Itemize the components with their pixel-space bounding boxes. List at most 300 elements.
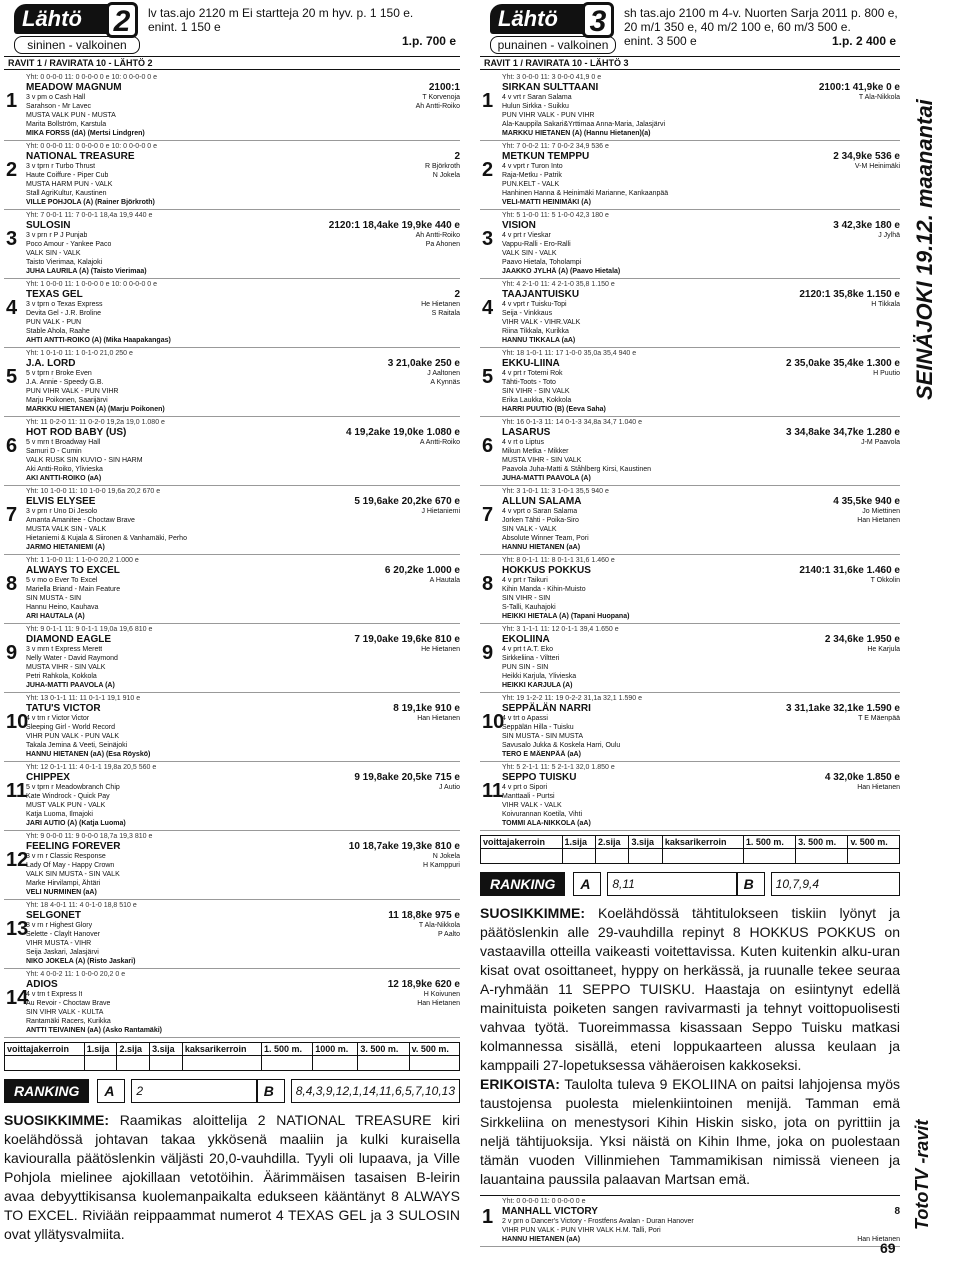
horse-colors: VIHR PUN VALK - PUN VALK [26,733,120,740]
horse-dam: Sleeping Girl - World Record [26,724,115,731]
post-number: 1 [482,90,494,112]
horse-dam: Au Revoir - Choctaw Brave [26,1000,111,1007]
horse-sire: 4 v vprt o Saran Salama [502,508,578,515]
horse-colors: SIN VIHR - SIN [502,595,551,602]
horse-record: 3 31,1ake 32,1ke 1.590 e [786,703,900,714]
horse-trainer: MARKKU HIETANEN (A) (Marju Poikonen) [26,406,165,413]
results-cell [84,1056,117,1071]
horse-colors: VALK RUSK SIN KUVIO - SIN HARM [26,457,143,464]
results-header: voittajakerroin [481,836,563,849]
horse-owner: Erika Laukka, Kokkola [502,397,572,404]
ranking-tag: RANKING [480,872,565,896]
special-body: Taulolta tulevа 9 EKOLIINA on paitsi lahjojensa myös taustojensa puolesta mielenkiintoinen menijä. Tamman emä Sirkkeliina on menestysori Kihin Hiskin sisko, jota on pyrittiin ja neljä tähtijuoksija. Yksi näistä on Kihin Ihme, joka on puolestaan tämän vuoden Villinmiehen Tammamikisan nimissä vieneen ja lauantaina paussila palaavan Martsan emä. [480,1076,900,1187]
post-number: 1 [482,1206,494,1228]
post-number: 5 [482,366,494,388]
horse-colors: SIN VIHR - SIN VALK [502,388,570,395]
race-info-line: 20 m/1 350 e, 40 m/2 100 e, 60 m/3 500 e. [624,20,851,34]
horse-record: 2 34,6ke 1.950 e [824,634,900,645]
horse-record: 3 21,0ake 250 e [387,358,460,369]
horse-colors: VALK SIN - VALK [26,250,81,257]
ranking-group-b: B [257,1079,285,1103]
special-label: ERIKOISTA: [480,1076,560,1092]
horse-trainer: VILLE POHJOLA (A) (Rainer Björkroth) [26,199,155,206]
horse-name: SULOSIN [26,220,71,231]
horse-sire: 3 v mrn t Express Merett [26,646,103,653]
horse-record: 3 34,8ake 34,7ke 1.280 e [786,427,900,438]
results-table [480,835,900,864]
horse-driver-2: N Jokela [432,172,460,179]
logo-race-number: 3 [582,2,614,38]
post-number: 4 [482,297,494,319]
extra-race-entry [480,1195,900,1247]
horse-sire: 3 v tprn r Turbo Thrust [26,163,96,170]
horse-sire: 5 v tprn r Meadowbranch Chip [26,784,120,791]
horse-trainer: HANNU HIETANEN (aA) [502,1236,581,1243]
horse-name: SIRKAN SULTTAANI [502,82,599,93]
horse-sire: 4 v trn r Victor Victor [26,715,90,722]
race-info-line: sh tas.ajo 2100 m 4-v. Nuorten Sarja 2011 p. 800 e, [624,6,898,20]
horse-stats: Yht: 5 1-0-0 11: 5 1-0-0 42,3 180 e [502,212,609,219]
horse-colors: PUN SIN - SIN [502,664,549,671]
race-prize: 1.p. 2 400 e [831,34,896,48]
horse-record: 8 19,1ke 910 e [393,703,460,714]
horse-stats: Yht: 3 1-0-1 11: 3 1-0-1 35,5 940 e [502,488,609,495]
post-number: 13 [6,918,29,940]
horse-stats: Yht: 5 2-1-1 11: 5 2-1-1 32,0 1.850 e [502,764,615,771]
horse-name: NATIONAL TREASURE [26,151,135,162]
horse-name: J.A. LORD [26,358,76,369]
horse-trainer: HANNU TIKKALA (aA) [502,337,576,344]
horse-driver-2: S Raitala [431,310,460,317]
ranking-group-a: A [97,1079,125,1103]
horse-stats: Yht: 9 0-1-1 11: 9 0-1-1 19,0a 19,6 810 e [26,626,153,633]
horse-stats: Yht: 0 0-0-0 11: 0 0-0-0 0 e 10: 0 0-0-0 0 e [26,74,158,81]
horse-entry [4,831,460,900]
horse-sire: 5 v tprn r Broke Even [26,370,92,377]
results-header: 3. 500 m. [358,1043,409,1056]
horse-record: 3 42,3ke 180 e [833,220,900,231]
results-cell [796,849,848,864]
horse-entry [4,693,460,762]
post-number: 11 [482,780,504,802]
ranking [480,870,900,898]
horse-sire: 8 v rn r Highest Glory [26,922,93,929]
horse-stats: Yht: 7 0-0-1 11: 7 0-0-1 18,4a 19,9 440 e [26,212,153,219]
horse-name: SEPPÄLÄN NARRI [502,703,591,714]
results-cell [848,849,900,864]
horse-owner: Taisto Vierimaa, Kalajoki [26,259,103,266]
horse-stats: Yht: 10 1-0-0 11: 10 1-0-0 19,6a 20,2 670 e [26,488,161,495]
horse-record: 2100:1 41,9ke 0 e [818,82,900,93]
horse-driver: He Hietanen [421,646,460,653]
horse-owner: Seija Jaskari, Jalasjärvi [26,949,99,956]
side-brand: TotoTV -ravit [912,1119,932,1230]
horse-entry [4,279,460,348]
horse-stats: Yht: 1 1-0-0 11: 1 1-0-0 20,2 1.000 e [26,557,139,564]
horse-owner: Riina Tikkala, Kurikka [502,328,569,335]
special-text [480,1075,900,1189]
horse-stats: Yht: 3 0-0-0 11: 3 0-0-0 41,9 0 e [502,74,602,81]
horse-entry [480,348,900,417]
post-number: 14 [6,987,29,1009]
horse-driver: A Antti-Roiko [419,439,460,446]
horse-driver: T Korvenoja [422,94,460,101]
horse-dam: Hulun Sirkka - Suikku [502,103,569,110]
horse-trainer: TOMMI ALA-NIKKOLA (aA) [502,820,591,827]
horse-record: 2120:1 18,4ake 19,9ke 440 e [328,220,460,231]
horse-dam: Mariella Briand - Main Feature [26,586,121,593]
horse-owner: Katja Luoma, Ilmajoki [26,811,93,818]
post-number: 4 [6,297,18,319]
horse-sire: 3 v pm o Cash Hall [26,94,86,101]
horse-dam: Tähti-Toots - Toto [502,379,556,386]
horse-name: ALWAYS TO EXCEL [26,565,120,576]
horse-record: 4 32,0ke 1.850 e [824,772,900,783]
horse-stats: Yht: 3 1-1-1 11: 12 0-1-1 39,4 1.650 e [502,626,619,633]
horse-stats: Yht: 4 2-1-0 11: 4 2-1-0 35,8 1.150 e [502,281,615,288]
post-number: 6 [482,435,494,457]
horse-owner: Stall AgriKultur, Kaustinen [26,190,107,197]
horse-colors: MUSTA VALK PUN - MUSTA [26,112,116,119]
horse-stats: Yht: 11 0-2-0 11: 11 0-2-0 19,2a 19,0 1.080 e [26,419,165,426]
horse-owner: Koivurannan Koetila, Vihti [502,811,583,818]
results-cell [409,1056,459,1071]
horse-record: 2 34,9ke 536 e [833,151,900,162]
horse-record: 12 18,9ke 620 e [387,979,460,990]
horse-sire: 3 v prn r P J Punjab [26,232,88,239]
post-number: 8 [6,573,18,595]
horse-stats: Yht: 0 0-0-0 11: 0 0-0-0 0 e 10: 0 0-0-0 0 e [26,143,158,150]
horse-owner: Ala-Kauppila Sakari&Yrttimaa Anna-Maria, Jalasjärvi [502,121,666,128]
horse-owner: Aki Antti-Roiko, Ylivieska [26,466,103,473]
horse-dam: J.A. Annie - Speedy G.B. [26,379,104,386]
horse-name: ELVIS ELYSEE [26,496,96,507]
horse-colors: MUST VALK PUN - VALK [26,802,106,809]
results-cell [5,1056,85,1071]
race-column-left [4,0,460,1244]
horse-record: 11 18,8ke 975 e [388,910,460,921]
horse-stats: Yht: 18 1-0-1 11: 17 1-0-0 35,0a 35,4 940 e [502,350,637,357]
horse-colors: PUN VIHR VALK - PUN VIHR [502,112,595,119]
horse-entry [4,141,460,210]
horse-record: 5 19,6ake 20,2ke 670 e [354,496,460,507]
horse-trainer: NIKO JOKELA (A) (Risto Jaskari) [26,958,136,965]
horse-colors-owner: VIHR PUN VALK - PUN VIHR VALK H.M. Talli, Pori [502,1227,661,1234]
horse-list [4,72,460,1038]
horse-trainer: MIKA FORSS (dA) (Mertsi Lindgren) [26,130,145,137]
horse-record: 10 18,7ake 19,3ke 810 e [348,841,460,852]
horse-stats: Yht: 16 0-1-3 11: 14 0-1-3 34,8a 34,7 1.040 e [502,419,642,426]
horse-entry [4,210,460,279]
results-cell [595,849,628,864]
horse-name: SEPPO TUISKU [502,772,577,783]
horse-colors: PUN VIHR VALK - PUN VIHR [26,388,119,395]
horse-entry [480,141,900,210]
horse-driver-2: Han Hietanen [857,517,900,524]
horse-entry [4,417,460,486]
race-logo [486,4,616,56]
ranking-tag: RANKING [4,1079,89,1103]
horse-sire: 4 v prt t A.T. Eko [502,646,553,653]
horse-name: DIAMOND EAGLE [26,634,111,645]
horse-driver: T Ala-Nikkola [858,94,900,101]
results-header: v. 500 m. [848,836,900,849]
results-header: 3.sija [150,1043,183,1056]
horse-entry [4,72,460,141]
horse-entry [480,693,900,762]
horse-dam: Seppälän Hilla - Tuisku [502,724,574,731]
horse-sire: 5 v mrn t Broadway Hall [26,439,101,446]
results-header: v. 500 m. [409,1043,459,1056]
horse-stats: Yht: 0 0-0-0 11: 0 0-0-0 0 e [502,1198,586,1205]
post-number: 9 [6,642,18,664]
race-info-line: enint. 1 150 e [148,20,221,34]
horse-trainer: AHTI ANTTI-ROIKO (A) (Mika Haapakangas) [26,337,171,344]
ranking [4,1077,460,1105]
horse-entry [4,969,460,1038]
horse-sire: 4 v prt r Taikuri [502,577,548,584]
horse-stats: Yht: 1 0-0-0 11: 1 0-0-0 0 e 10: 0 0-0-0 0 e [26,281,158,288]
horse-colors: PUN VALK - PUN [26,319,82,326]
horse-name: SELGONET [26,910,82,921]
horse-record: 2 [454,289,460,300]
horse-colors: VIHR MUSTA - VIHR [26,940,92,947]
logo-colors: punainen - valkoinen [490,36,616,54]
horse-name: MANHALL VICTORY [502,1206,598,1217]
race-info [148,6,413,34]
horse-stats: Yht: 1 0-1-0 11: 1 0-1-0 21,0 250 e [26,350,133,357]
horse-owner: Paavola Juha-Matti & Ståhlberg Kirsi, Kaustinen [502,466,652,473]
summary-label: SUOSIKKIMME: [480,905,585,921]
race-header [4,0,460,56]
ranking-group-b: B [737,872,765,896]
horse-driver: J-M Paavola [861,439,900,446]
race-column-right [480,0,900,1247]
horse-trainer: ARI HAUTALA (A) [26,613,85,620]
horse-dam: Nelly Water - David Raymond [26,655,118,662]
horse-driver: J Jylhä [878,232,900,239]
horse-stats: Yht: 8 0-1-1 11: 8 0-1-1 31,6 1.460 e [502,557,615,564]
horse-driver: J Autio [438,784,460,791]
horse-sire: 4 v trn t Express It [26,991,83,998]
race-subheader: RAVIT 1 / RAVIRATA 10 - LÄHTÖ 3 [480,56,900,70]
summary-label: SUOSIKKIMME: [4,1112,109,1128]
summary-text [480,904,900,1075]
summary-body: Koelähdössä tähtitulokseen tiskiin lyönyt ja päätöslenkin alle 29-vauhdilla repinyt 8 HOKKUS POKKUS on vastaavilla otteilla vaikeasti voitettavissa. Kuten kuitenkin alku-uran kisat ovat osoittaneet, hyppy on herkässä, ja ruunalle tekee seuraa A-ryhmään 11 SEPPO TUISKU. Haastaja on esiintynyt edellä mainituista poiketen sangen ravivarmasti ja tehnyt voittopuolisesti vahvaa työtä. Tuoreimmassa kisassaan Seppo Tuisku matkasi kolmannessa sisällä, eteni loppukaarteen alussa keulaan ja kamppaili 27-lopetuksessa vähäeroisen kakkoseksi. [480,905,900,1073]
horse-record: 2 35,0ake 35,4ke 1.300 e [786,358,900,369]
horse-record: 2100:1 [428,82,460,93]
horse-driver: N Jokela [432,853,460,860]
horse-driver: H Puutio [873,370,900,377]
results-header: 1.sija [84,1043,117,1056]
horse-name: MEADOW MAGNUM [26,82,122,93]
horse-name: EKOLIINA [502,634,550,645]
horse-trainer: AKI ANTTI-ROIKO (aA) [26,475,102,482]
horse-colors: MUSTA VIHR - SIN VALK [26,664,106,671]
horse-owner: Petri Rahkola, Kokkola [26,673,97,680]
horse-trainer: MARKKU HIETANEN (A) (Hannu Hietanen)(a) [502,130,651,137]
horse-owner: Savusalo Jukka & Koskela Harri, Oulu [502,742,621,749]
horse-driver: J Hietaniemi [421,508,460,515]
horse-stats: Yht: 19 1-2-2 11: 19 0-2-2 31,1a 32,1 1.590 e [502,695,642,702]
horse-name: TATU'S VICTOR [26,703,101,714]
results-header: 1. 500 m. [262,1043,313,1056]
horse-owner: Hannu Heino, Kauhava [26,604,99,611]
horse-trainer: HEIKKI HIETALA (A) (Tapani Huopana) [502,613,630,620]
race-header [480,0,900,56]
horse-dam: Manttaali - Purtsi [502,793,555,800]
horse-trainer: HANNU HIETANEN (aA) [502,544,581,551]
summary-body: Raamikas aloittelija 2 NATIONAL TREASURE kiri koelähdössä johtavan takaa ykkösenä maaliin ja kulki kuraisella kaviouralla päätöslenkin väljästi 20,0-vauhdilla. Tyyli oli lupaava, ja Ville Pohjola mielinee ajokillaan vetotöihin. Äärimmäisen tasaisen B-leirin avaa debyyttikisansa kuolemanpaikalta edukseen kääntänyt 8 ALWAYS TO EXCEL. Riviään reippaammat numerot 4 TEXAS GEL ja 3 SULOSIN ovat yllätysvalmiita. [4,1112,460,1242]
horse-entry [480,72,900,141]
horse-owner: Paavo Hietala, Toholampi [502,259,582,266]
results-cell [743,849,795,864]
horse-entry [480,762,900,831]
horse-colors: SIN VALK - VALK [502,526,557,533]
post-number: 10 [6,711,29,733]
horse-colors: VALK SIN - VALK [502,250,557,257]
horse-name: METKUN TEMPPU [502,151,590,162]
horse-dam: Mikun Metka - Mikker [502,448,569,455]
horse-trainer: TERO E MÄENPÄÄ (aA) [502,751,581,758]
horse-entry [4,900,460,969]
horse-entry [480,417,900,486]
horse-owner: Stable Ahola, Raahe [26,328,90,335]
horse-sire: 4 v prt o Sipori [502,784,548,791]
horse-trainer: VELI NURMINEN (aA) [26,889,97,896]
horse-driver: H Tikkala [871,301,900,308]
horse-dam: Amanta Amanitee - Choctaw Brave [26,517,135,524]
results-header: 1.sija [562,836,595,849]
horse-entry [480,624,900,693]
horse-driver: V-M Heinimäki [854,163,900,170]
results-cell [629,849,662,864]
horse-record: 2140:1 31,6ke 1.460 e [799,565,900,576]
horse-colors: VIHR VALK - VIHR.VALK [502,319,581,326]
horse-stats: Yht: 9 0-0-0 11: 9 0-0-0 18,7a 19,3 810 e [26,833,153,840]
horse-driver: He Karjula [867,646,900,653]
horse-driver: T Ala-Nikkola [418,922,460,929]
post-number: 12 [6,849,29,871]
horse-dam: Raja-Metku - Patrik [502,172,562,179]
horse-colors: SIN MUSTA - SIN MUSTA [502,733,584,740]
results-cell [481,849,563,864]
horse-sire: 3 v tprn o Texas Express [26,301,103,308]
results-header: 2.sija [595,836,628,849]
horse-dam: Jorken Tähti - Poika-Siro [502,517,579,524]
horse-driver: Jo Miettinen [862,508,900,515]
results-header: voittajakerroin [5,1043,85,1056]
horse-stats: Yht: 4 0-0-2 11: 1 0-0-0 20,2 0 e [26,971,126,978]
post-number: 2 [6,159,18,181]
post-number: 7 [6,504,18,526]
horse-dam: Samuri D - Cumin [26,448,82,455]
post-number: 2 [482,159,494,181]
race-prize: 1.p. 700 e [401,34,456,48]
logo-word: Lähtö [14,4,118,34]
horse-entry [4,486,460,555]
horse-colors: VALK SIN MUSTA - SIN VALK [26,871,120,878]
horse-entry [480,279,900,348]
results-cell [562,849,595,864]
horse-dam: Kihin Manda - Kihin-Muisto [502,586,586,593]
horse-owner: Hietaniemi & Kujala & Siironen & Vanhamäki, Perho [26,535,187,542]
horse-name: ADIOS [26,979,58,990]
horse-colors: PUN.KELT - VALK [502,181,560,188]
horse-entry [480,486,900,555]
results-header: 1000 m. [313,1043,358,1056]
horse-sire: 4 v trt o Apassi [502,715,548,722]
horse-entry [4,762,460,831]
horse-driver: He Hietanen [421,301,460,308]
horse-trainer: JAAKKO JYLHÄ (A) (Paavo Hietala) [502,268,621,275]
side-banner: SEINÄJOKI 19.12. maanantai [912,99,937,400]
horse-colors: MUSTA VALK SIN - VALK [26,526,107,533]
horse-record: 7 19,0ake 19,6ke 810 e [354,634,460,645]
horse-trainer: JUHA LAURILA (A) (Taisto Vierimaa) [26,268,147,275]
logo-race-number: 2 [106,2,138,38]
ranking-group-a: A [573,872,601,896]
horse-driver-2: Pa Ahonen [425,241,460,248]
horse-colors: SIN VIHR VALK - KULTA [26,1009,104,1016]
horse-trainer: HARRI PUUTIO (B) (Eeva Saha) [502,406,606,413]
horse-sire: 4 v prt r Totemi Rok [502,370,563,377]
horse-sire: 4 v prt r Vieskar [502,232,551,239]
horse-name: TAAJANTUISKU [502,289,580,300]
horse-trainer: HANNU HIETANEN (aA) (Esa Röyskö) [26,751,151,758]
horse-pedigree: 2 v prn o Dancer's Victory - Frostfens Avalan - Duran Hanover [502,1218,694,1225]
horse-sire: 4 v vprt r Turon Into [502,163,563,170]
race-info-line: lv tas.ajo 2120 m Ei startteja 20 m hyv. p. 1 150 e. [148,6,414,20]
horse-owner: S-Talli, Kauhajoki [502,604,556,611]
post-number: 6 [6,435,18,457]
results-cell [262,1056,313,1071]
post-number: 1 [6,90,18,112]
post-number: 7 [482,504,494,526]
horse-name: LASARUS [502,427,551,438]
results-table [4,1042,460,1071]
horse-dam: Haute Coiffure - Piper Cub [26,172,109,179]
horse-dam: Kate Windrock - Quick Pay [26,793,110,800]
horse-dam: Sirkkeliina - Viltteri [502,655,560,662]
horse-stats: Yht: 12 0-1-1 11: 4 0-1-1 19,8a 20,5 560 e [26,764,157,771]
ranking-group-a-values: 2 [131,1079,256,1103]
horse-driver: A Hautala [429,577,460,584]
horse-driver: T Okkolin [870,577,900,584]
logo-colors: sininen - valkoinen [14,36,140,54]
horse-sire: 4 v vrt r Saran Salama [502,94,572,101]
horse-driver: Han Hietanen [857,784,900,791]
horse-driver: H Koivunen [423,991,460,998]
ranking-group-a-values: 8,11 [607,872,736,896]
post-number: 10 [482,711,505,733]
horse-entry [4,624,460,693]
ranking-group-b-values: 8,4,3,9,12,1,14,11,6,5,7,10,13 [291,1079,460,1103]
horse-trainer: JARMO HIETANIEMI (A) [26,544,105,551]
horse-driver: Han Hietanen [857,1236,900,1243]
summary-text [4,1111,460,1244]
horse-stats: Yht: 18 4-0-1 11: 4 0-1-0 18,8 510 e [26,902,137,909]
horse-entry [4,348,460,417]
horse-record: 9 19,8ake 20,5ke 715 e [354,772,460,783]
horse-driver: T E Mäenpää [858,715,900,722]
horse-driver-2: A Kynnäs [430,379,460,386]
horse-owner: Marita Bollström, Karstula [26,121,107,128]
horse-trainer: HEIKKI KARJULA (A) [502,682,573,689]
horse-trainer: JUHA-MATTI PAAVOLA (A) [502,475,591,482]
results-cell [182,1056,261,1071]
horse-trainer: JUHA-MATTI PAAVOLA (A) [26,682,115,689]
